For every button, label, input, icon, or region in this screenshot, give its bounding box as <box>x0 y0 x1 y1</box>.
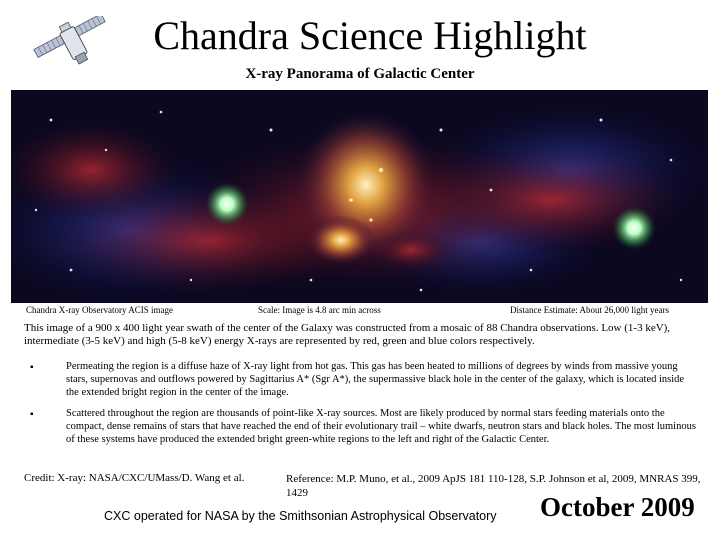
page-title: Chandra Science Highlight <box>153 13 587 58</box>
image-credit: Credit: X-ray: NASA/CXC/UMass/D. Wang et al. <box>24 472 245 484</box>
intro-paragraph: This image of a 900 x 400 light year swath of the center of the Galaxy was constructed from a mosaic of 88 Chandra observations. Low (1-3 keV), intermediate (3-5 keV) and high (5-8 keV) energy X-rays are represented by red, green and blue colors respectively. <box>24 322 671 347</box>
image-caption-distance: Distance Estimate: About 26,000 light years <box>510 305 669 315</box>
reference-citation: Reference: M.P. Muno, et al., 2009 ApJS 181 110-128, S.P. Johnson et al, 2009, MNRAS 399, 1429 <box>286 473 701 499</box>
chandra-satellite-icon <box>32 16 116 72</box>
bullet-marker: ▪ <box>30 409 34 420</box>
page-subtitle: X-ray Panorama of Galactic Center <box>245 66 475 82</box>
galactic-center-xray-image <box>11 90 708 303</box>
bullet-text-hot-gas: Permeating the region is a diffuse haze of X-ray light from hot gas. This gas has been heated to millions of degrees by winds from massive young stars, supernovas and outflows powered by Sagittarius A* (Sgr A*), the supermassive black hole in the center of the galaxy, which is located inside the extended bright region in the center of the image. <box>66 361 685 398</box>
bullet-marker: ▪ <box>30 362 34 373</box>
bullet-text-point-sources: Scattered throughout the region are thousands of point-like X-ray sources. Most are likely produced by normal stars feeding materials onto the compact, dense remains of stars that have reached the end of their evolutionary trail – white dwarfs, neutron stars and black holes. The most luminous of these systems have produced the extended bright green-white regions to the left and right of the Galactic Center. <box>66 408 696 445</box>
image-caption-scale: Scale: Image is 4.8 arc min across <box>258 305 381 315</box>
operator-statement: CXC operated for NASA by the Smithsonian Astrophysical Observatory <box>104 509 497 523</box>
image-caption-instrument: Chandra X-ray Observatory ACIS image <box>26 305 173 315</box>
publication-date: October 2009 <box>540 492 695 522</box>
